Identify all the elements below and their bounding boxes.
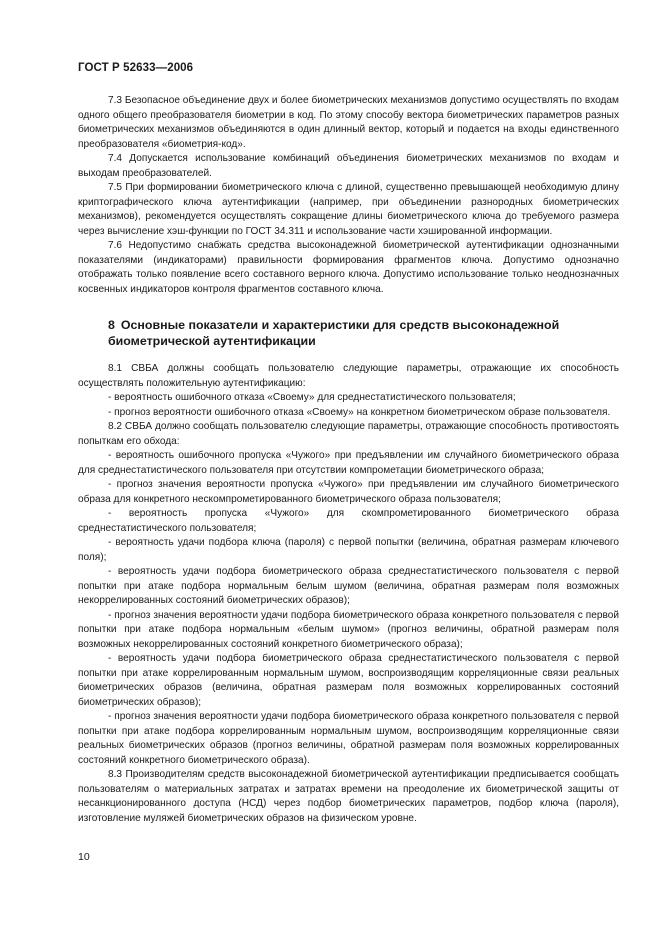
clause-7-5: 7.5 При формировании биометрического ключа с длиной, существенно превышающей необходимую длину криптографического ключа аутентификации (например, при объединении разнородных биометрических механизмов), рекомендуется осуществлять сокращение длины биометрического ключа до требуемого размера через вычисление хэш-функции по ГОСТ 34.311 и использование части хэшированной информации. xyxy=(78,182,619,237)
list-item: - прогноз значения вероятности пропуска «Чужого» при предъявлении им случайного биометрического образа для конкретного нескомпрометированного биометрического образа пользователя; xyxy=(78,479,619,505)
clause-7-6: 7.6 Недопустимо снабжать средства высоконадежной биометрической аутентификации однозначными показателями (индикаторами) правильности формирования фрагментов ключа. Допустимо однозначно отображать только появление всего составного верного ключа. Допустимо использование только неоднозначных косвенных индикаторов контроля фрагментов составного ключа. xyxy=(78,240,619,295)
clause-8-2: 8.2 СВБА должно сообщать пользователю следующие параметры, отражающие способность противостоять попыткам его обхода: xyxy=(78,421,619,447)
page-number: 10 xyxy=(78,851,90,863)
section-8-heading xyxy=(78,317,619,349)
list-item: - вероятность удачи подбора биометрического образа среднестатистического пользователя с первой попытки при атаке коррелированным нормальным шумом, воспроизводящим корреляционные связи реальных биометрических образов (величина, обратная размерам поля возможных коррелированных состояний биометрических образов); xyxy=(78,653,619,708)
list-item: - вероятность удачи подбора ключа (пароля) с первой попытки (величина, обратная размерам ключевого поля); xyxy=(78,537,619,563)
clause-8-1: 8.1 СВБА должны сообщать пользователю следующие параметры, отражающие их способность осуществлять положительную аутентификацию: xyxy=(78,363,619,389)
list-item: - прогноз значения вероятности удачи подбора биометрического образа конкретного пользователя с первой попытки при атаке подбора нормальным «белым шумом» (прогноз величины, обратной размерам поля возможных некоррелированных состояний конкретного биометрического образа); xyxy=(78,609,619,650)
section-8-title: Основные показатели и характеристики для средств высоконадежной биометрической аутентификации xyxy=(108,318,560,348)
list-item: - прогноз вероятности ошибочного отказа «Своему» на конкретном биометрическом образе пользователя. xyxy=(108,406,611,418)
list-item: - вероятность пропуска «Чужого» для скомпрометированного биометрического образа среднестатистического пользователя; xyxy=(78,508,619,534)
list-item: - прогноз значения вероятности удачи подбора биометрического образа конкретного пользователя с первой попытки при атаке подбора коррелированным нормальным шумом, воспроизводящим корреляционные связи реальных биометрических образов (прогноз величины, обратной размерам поля возможных коррелированных состояний конкретного биометрического образа). xyxy=(78,711,619,766)
clause-7-4: 7.4 Допускается использование комбинаций объединения биометрических механизмов по входам и выходам преобразователей. xyxy=(78,153,619,179)
document-header: ГОСТ Р 52633—2006 xyxy=(78,62,194,74)
clause-7-3: 7.3 Безопасное объединение двух и более биометрических механизмов допустимо осуществлять по входам одного общего преобразователя биометрии в код. По этому способу вектора биометрических параметров разных биометрических механизмов объединяются в один длинный вектор, который и подается на входы единственного преобразователя «биометрия-код». xyxy=(78,95,619,150)
list-item: - вероятность ошибочного отказа «Своему» для среднестатистического пользователя; xyxy=(108,392,516,403)
section-8-number: 8 xyxy=(108,318,115,332)
document-body xyxy=(78,94,619,826)
list-item: - вероятность ошибочного пропуска «Чужого» при предъявлении им случайного биометрического образа для среднестатистического пользователя при отсутствии компрометации биометрического образа; xyxy=(78,450,619,476)
clause-8-3: 8.3 Производителям средств высоконадежной биометрической аутентификации предписывается сообщать пользователям о материальных затратах и затратах времени на преодоление их биометрической защиты от несанкционированного доступа (НСД) через подбор биометрических параметров, подбор ключа (пароля), изготовление муляжей биометрических образов на физическом уровне. xyxy=(78,769,619,824)
list-item: - вероятность удачи подбора биометрического образа среднестатистического пользователя с первой попытки при атаке подбора нормальным белым шумом (величина, обратная размерам поля возможных некоррелированных состояний биометрических образов); xyxy=(78,566,619,606)
